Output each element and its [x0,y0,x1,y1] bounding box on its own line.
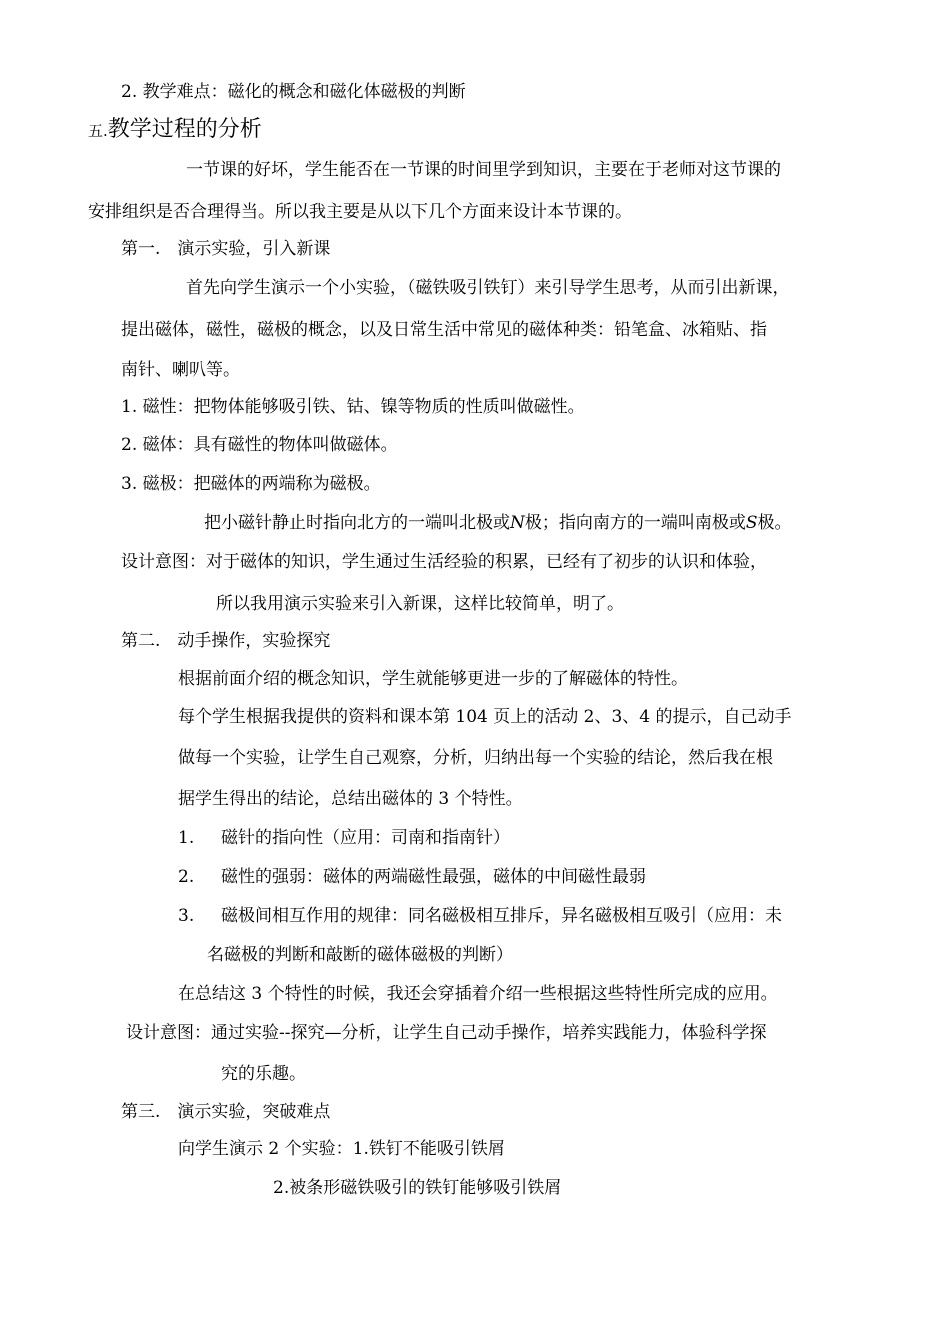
list-item-number: 1. [178,828,195,848]
design-intent-line: 设计意图：通过实验--探究—分析，让学生自己动手操作，培养实践能力，体验科学探 [126,1023,767,1043]
section-number: 五. [88,122,108,140]
design-intent-line: 究的乐趣。 [221,1064,306,1084]
paragraph-line: 安排组织是否合理得当。所以我主要是从以下几个方面来设计本节课的。 [88,202,632,222]
list-item: 磁针的指向性（应用：司南和指南针） [221,828,510,848]
paragraph-line: 据学生得出的结论，总结出磁体的 3 个特性。 [178,789,523,809]
teaching-difficulty-line: 2. 教学难点：磁化的概念和磁化体磁极的判断 [121,82,466,102]
paragraph-line: 一节课的好坏，学生能否在一节课的时间里学到知识，主要在于老师对这节课的 [186,160,781,180]
north-pole-symbol: N [510,513,525,533]
paragraph-line: 根据前面介绍的概念知识，学生就能够更进一步的了解磁体的特性。 [178,669,688,689]
list-item: 1. 磁性：把物体能够吸引铁、钴、镍等物质的性质叫做磁性。 [121,397,585,417]
paragraph-line: 在总结这 3 个特性的时候，我还会穿插着介绍一些根据这些特性所完成的应用。 [178,984,778,1004]
experiment-line: 2.被条形磁铁吸引的铁钉能够吸引铁屑 [273,1178,562,1198]
paragraph-line [204,511,792,535]
text-run: 极；指向南方的一端叫南极或 [524,513,746,533]
list-item: 2. 磁体：具有磁性的物体叫做磁体。 [121,435,398,455]
list-item: 磁极间相互作用的规律：同名磁极相互排斥，异名磁极相互吸引（应用：未 [221,906,782,926]
list-item-number: 2. [178,867,195,887]
text-run: 极。 [757,513,792,533]
paragraph-line: 做每一个实验，让学生自己观察，分析，归纳出每一个实验的结论，然后我在根 [178,748,773,768]
design-intent-line: 设计意图：对于磁体的知识，学生通过生活经验的积累，已经有了初步的认识和体验， [121,552,767,572]
design-intent-line: 所以我用演示实验来引入新课，这样比较简单，明了。 [216,594,624,614]
section-title: 教学过程的分析 [107,117,262,142]
south-pole-symbol: S [745,513,758,533]
list-item: 3. 磁极：把磁体的两端称为磁极。 [121,474,381,494]
paragraph-line: 每个学生根据我提供的资料和课本第 104 页上的活动 2、3、4 的提示，自己动手 [178,707,792,727]
experiment-line: 向学生演示 2 个实验：1.铁钉不能吸引铁屑 [178,1139,505,1159]
paragraph-line: 提出磁体，磁性，磁极的概念，以及日常生活中常见的磁体种类：铅笔盒、冰箱贴、指 [121,320,767,340]
paragraph-line: 首先向学生演示一个小实验，（磁铁吸引铁钉）来引导学生思考，从而引出新课， [186,278,790,298]
section-heading [88,116,262,145]
list-item: 磁性的强弱：磁体的两端磁性最强，磁体的中间磁性最弱 [221,867,646,887]
text-run: 把小磁针静止时指向北方的一端叫北极或 [204,513,510,533]
step-heading-3: 第三. 演示实验，突破难点 [121,1102,331,1122]
list-item-continuation: 名磁极的判断和敲断的磁体磁极的判断） [207,945,513,965]
step-heading-1: 第一. 演示实验，引入新课 [121,239,331,259]
list-item-number: 3. [178,906,195,926]
step-heading-2: 第二. 动手操作，实验探究 [121,631,331,651]
paragraph-line: 南针、喇叭等。 [121,360,240,380]
